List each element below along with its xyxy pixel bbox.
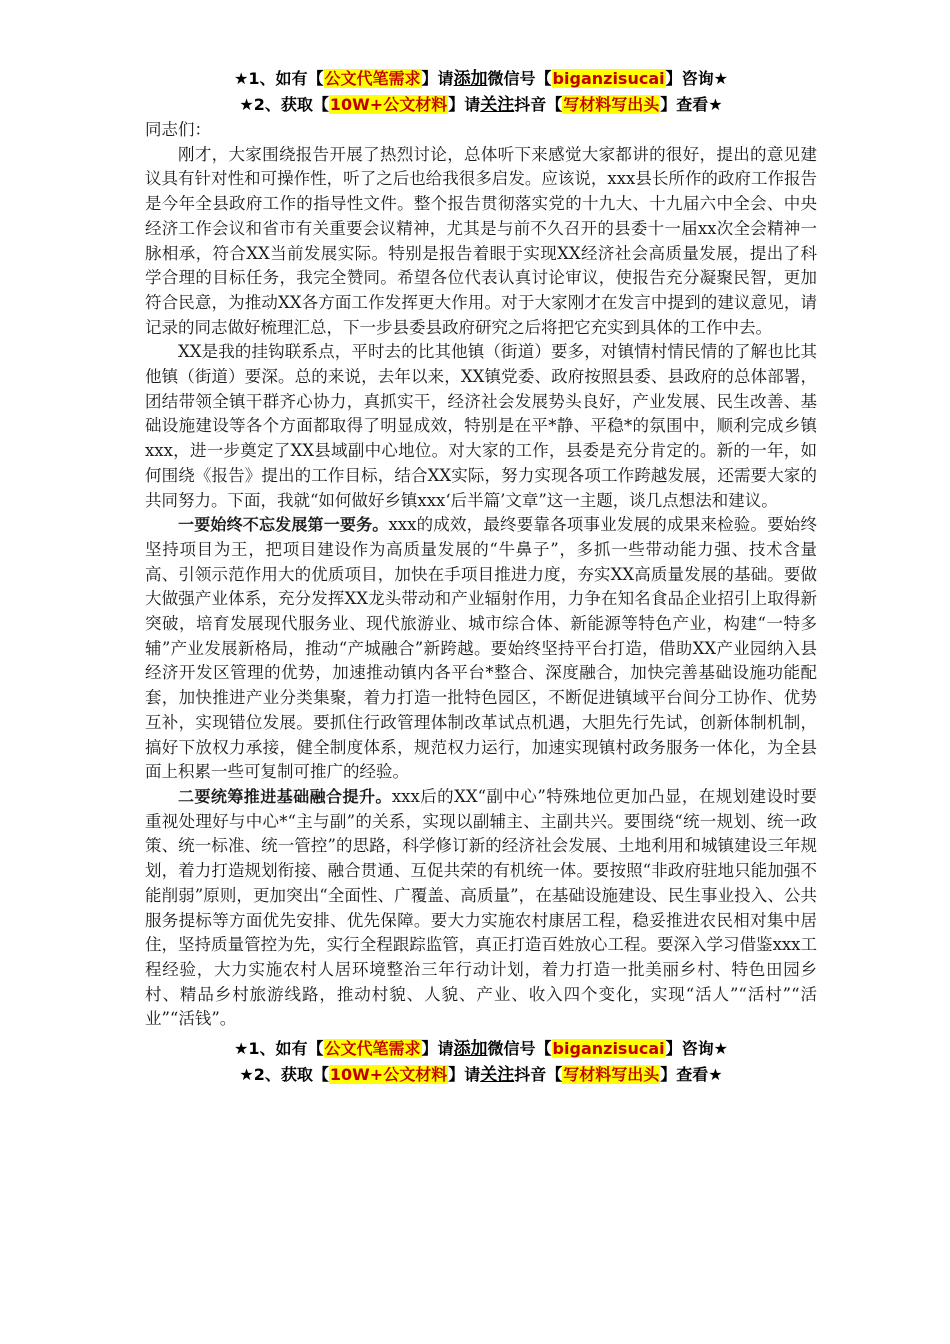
banner-text: 】查看★ — [660, 95, 723, 114]
document-page — [145, 66, 817, 1088]
underlined-text: 添加 — [453, 69, 488, 89]
underlined-text: 添加 — [453, 1039, 488, 1060]
banner-text: ★2、获取【 — [239, 1065, 329, 1085]
banner-text: 微信号【 — [487, 1039, 552, 1059]
paragraph — [145, 143, 817, 341]
ad-banner-line-1 — [145, 66, 817, 92]
greeting: 同志们： — [145, 120, 211, 139]
banner-text: 抖音【 — [514, 1065, 563, 1085]
ad-footer-line-1 — [145, 1036, 817, 1062]
underlined-text: 关注 — [480, 1065, 515, 1086]
banner-text: 】请 — [421, 1039, 454, 1059]
paragraph — [145, 785, 817, 1032]
paragraph-text: xxx的成效，最终要靠各项事业发展的成果来检验。要始终坚持项目为王，把项目建设作为高质量发展的“牛鼻子”，多抓一些带动能力强、技术含量高、引领示范作用大的优质项目，加快在手项目推进力度，夯实XX高质量发展的基础。要做大做强产业体系，充分发挥XX龙头带动和产业辐射作用，力争在知名食品企业招引上取得新突破，培育发展现代服务业、现代旅游业、城市综合体、新能源等特色产业，构建“一特多辅”产业发展新格局，推动“产城融合”新跨越。要始终坚持平台打造，借助XX产业园纳入县经济开发区管理的优势，加速推动镇内各平台*整合、深度融合，加快完善基础设施功能配套，加快推进产业分类集聚，着力打造一批特色园区，不断促进镇域平台间分工协作、优势互补，实现错位发展。要抓住行政管理体制改革试点机遇，大胆先行先试，创新体制机制，搞好下放权力承接，健全制度体系，规范权力运行，加速实现镇村政务服务一体化，为全县面上积累一些可复制可推广的经验。 — [145, 515, 817, 782]
banner-text: ★2、获取【 — [239, 95, 329, 114]
banner-text: 】咨询★ — [665, 1039, 728, 1059]
banner-text: 】查看★ — [660, 1065, 723, 1085]
banner-text: 微信号【 — [487, 69, 552, 88]
paragraph-heading: 一要始终不忘发展第一要务。 — [178, 515, 389, 535]
highlight-text: 公文代笔需求 — [324, 69, 421, 88]
banner-text: 】请 — [421, 69, 454, 88]
speech-body — [145, 118, 817, 1032]
banner-text: 】咨询★ — [665, 69, 728, 88]
paragraph — [145, 340, 817, 513]
paragraph-text: XX是我的挂钩联系点，平时去的比其他镇（街道）要多，对镇情村情民情的了解也比其他镇（街道）要深。总的来说，去年以来，XX镇党委、政府按照县委、县政府的总体部署，团结带领全镇干群齐心协力，真抓实干，经济社会发展势头良好，产业发展、民生改善、基础设施建设等各个方面都取得了明显成效，特别是在平*静、平稳*的氛围中，顺利完成乡镇xxx，进一步奠定了XX县域副中心地位。对大家的工作，县委是充分肯定的。新的一年，如何围绕《报告》提出的工作目标，结合XX实际，努力实现各项工作跨越发展，还需要大家的共同努力。下面，我就“如何做好乡镇xxx‘后半篇’文章”这一主题，谈几点想法和建议。 — [145, 342, 817, 510]
paragraph-heading: 二要统筹推进基础融合提升。 — [178, 786, 392, 806]
ad-banner-line-2 — [145, 92, 817, 118]
highlight-text: 10W+公文材料 — [329, 95, 448, 114]
banner-text: ★1、如有【 — [234, 69, 324, 88]
banner-text: 】请 — [448, 1065, 481, 1085]
paragraph — [145, 513, 817, 785]
banner-text: 抖音【 — [514, 95, 563, 114]
ad-footer-line-2 — [145, 1062, 817, 1088]
wechat-id: biganzisucai — [552, 1039, 665, 1059]
wechat-id: biganzisucai — [552, 69, 665, 88]
highlight-text: 10W+公文材料 — [329, 1065, 448, 1085]
douyin-account: 写材料写出头 — [563, 95, 660, 114]
douyin-account: 写材料写出头 — [563, 1065, 660, 1085]
highlight-text: 公文代笔需求 — [324, 1039, 421, 1059]
banner-text: 】请 — [448, 95, 481, 114]
paragraph-text: xxx后的XX“副中心”特殊地位更加凸显，在规划建设时要重视处理好与中心*“主与副”的关系，实现以副辅主、主副共兴。要围绕“统一规划、统一政策、统一标准、统一管控”的思路，科学修订新的经济社会发展、土地利用和城镇建设三年规划，着力打造规划衔接、融合贯通、互促共荣的有机统一体。要按照“非政府驻地只能加强不能削弱”原则，更加突出“全面性、广覆盖、高质量”，在基础设施建设、民生事业投入、公共服务提标等方面优先安排、优先保障。要大力实施农村康居工程，稳妥推进农民相对集中居住，坚持质量管控为先，实行全程跟踪监管，真正打造百姓放心工程。要深入学习借鉴xxx工程经验，大力实施农村人居环境整治三年行动计划，着力打造一批美丽乡村、特色田园乡村、精品乡村旅游线路，推动村貌、人貌、产业、收入四个变化，实现“活人”“活村”“活业”“活钱”。 — [145, 786, 817, 1029]
banner-text: ★1、如有【 — [234, 1039, 324, 1059]
underlined-text: 关注 — [480, 95, 515, 115]
paragraph-text: 刚才，大家围绕报告开展了热烈讨论，总体听下来感觉大家都讲的很好，提出的意见建议具有针对性和可操作性，听了之后也给我很多启发。应该说，xxx县长所作的政府工作报告是今年全县政府工作的指导性文件。整个报告贯彻落实党的十九大、十九届六中全会、中央经济工作会议和省市有关重要会议精神，尤其是与前不久召开的县委十一届xx次全会精神一脉相承，符合XX当前发展实际。特别是报告着眼于实现XX经济社会高质量发展，提出了科学合理的目标任务，我完全赞同。希望各位代表认真讨论审议，使报告充分凝聚民智，更加符合民意，为推动XX各方面工作发挥更大作用。对于大家刚才在发言中提到的建议意见，请记录的同志做好梳理汇总，下一步县委县政府研究之后将把它充实到具体的工作中去。 — [145, 144, 817, 337]
